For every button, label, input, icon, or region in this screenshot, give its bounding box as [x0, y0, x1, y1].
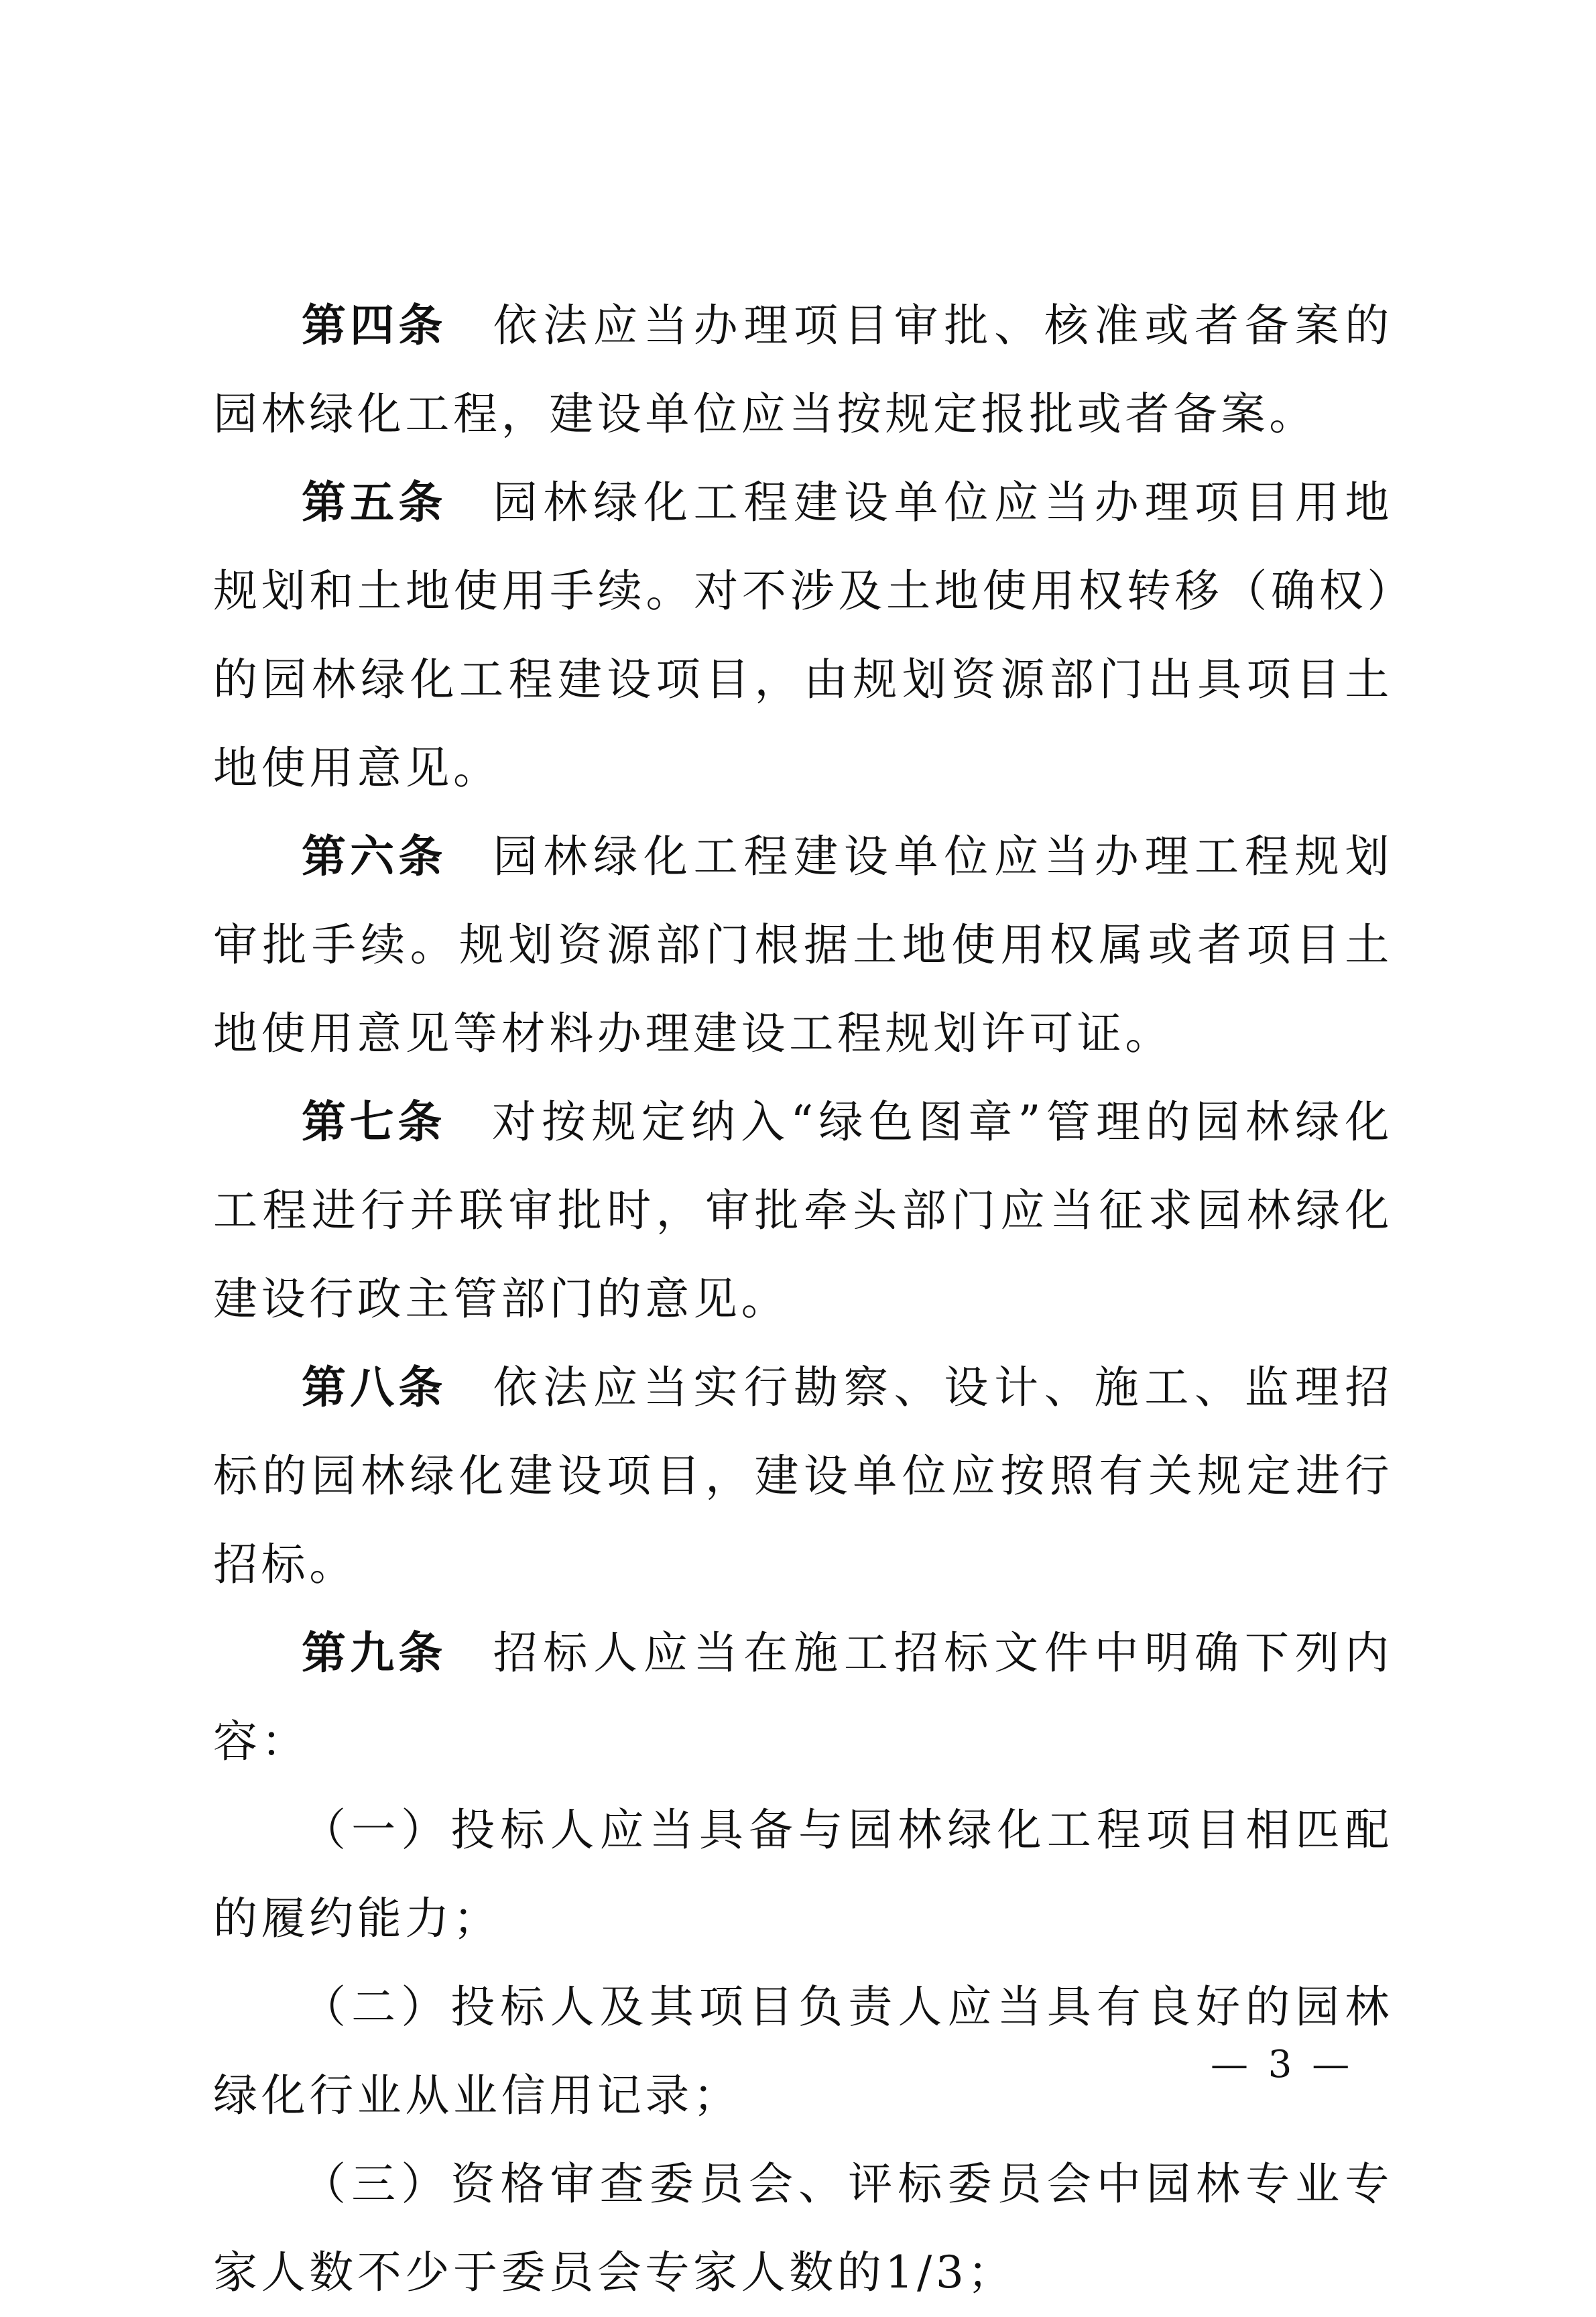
list-item-2: （二）投标人及其项目负责人应当具有良好的园林绿化行业从业信用记录； — [213, 1981, 1393, 2121]
article-7-text: 对按规定纳入“绿色图章”管理的园林绿化工程进行并联审批时，审批牵头部门应当征求园林绿化建设行政主管部门的意见。 — [213, 1096, 1393, 1325]
article-4-label: 第四条 — [302, 300, 447, 351]
document-body — [213, 282, 1393, 2317]
article-4-text: 依法应当办理项目审批、核准或者备案的园林绿化工程，建设单位应当按规定报批或者备案。 — [213, 300, 1394, 440]
list-item-1: （一）投标人应当具备与园林绿化工程项目相匹配的履约能力； — [213, 1804, 1393, 1944]
article-9 — [213, 1609, 1393, 1786]
article-8 — [213, 1344, 1393, 1609]
list-item-3: （三）资格审查委员会、评标委员会中园林专业专家人数不少于委员会专家人数的1/3； — [213, 2158, 1393, 2298]
article-7-label: 第七条 — [302, 1096, 446, 1148]
article-4 — [213, 282, 1393, 459]
article-8-text: 依法应当实行勘察、设计、施工、监理招标的园林绿化建设项目，建设单位应按照有关规定进行招标。 — [213, 1362, 1394, 1590]
article-9-label: 第九条 — [302, 1627, 447, 1679]
article-6 — [213, 813, 1393, 1078]
article-7 — [213, 1078, 1393, 1344]
article-5-text: 园林绿化工程建设单位应当办理项目用地规划和土地使用手续。对不涉及土地使用权转移（确权）的园林绿化工程建设项目，由规划资源部门出具项目土地使用意见。 — [213, 477, 1394, 794]
page-number: — 3 — — [1211, 2043, 1354, 2086]
article-9-text: 招标人应当在施工招标文件中明确下列内容： — [213, 1627, 1394, 1767]
article-5 — [213, 459, 1393, 813]
article-6-text: 园林绿化工程建设单位应当办理工程规划审批手续。规划资源部门根据土地使用权属或者项目土地使用意见等材料办理建设工程规划许可证。 — [213, 831, 1394, 1059]
article-5-label: 第五条 — [302, 477, 447, 528]
article-8-label: 第八条 — [302, 1362, 447, 1413]
article-6-label: 第六条 — [302, 831, 447, 882]
